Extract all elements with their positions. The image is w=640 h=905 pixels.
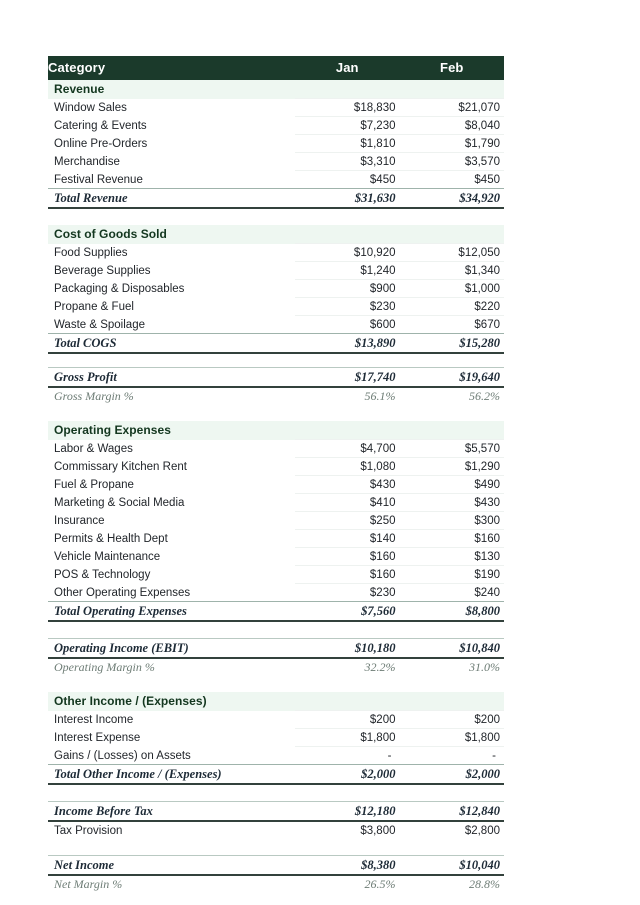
line-item-interest-expense-feb-value: $1,800 (400, 729, 505, 747)
total-row-operating-income (48, 639, 504, 659)
margin-row-operating-margin-feb-value: 31.0% (469, 660, 500, 674)
line-item-insurance-jan-value: $250 (295, 512, 400, 530)
line-item-propane-fuel-jan-value: $230 (295, 298, 400, 316)
spacer-cell (48, 784, 504, 802)
total-row-total-other-income-label: Total Other Income / (Expenses) (48, 765, 295, 785)
line-item-labor-wages-feb-value: $5,570 (400, 440, 505, 458)
total-row-operating-income-label: Operating Income (EBIT) (48, 639, 295, 659)
income-statement-table (48, 56, 504, 893)
total-row-total-other-income-feb-value: $2,000 (400, 765, 505, 785)
column-header-category: Category (48, 60, 106, 75)
total-row-gross-profit (48, 368, 504, 388)
spacer-row (48, 784, 504, 802)
total-row-total-operating-expenses-feb-value: $8,800 (400, 602, 505, 622)
margin-row-operating-margin (48, 658, 504, 676)
section-header-revenue-label: Revenue (48, 80, 504, 99)
total-row-total-operating-expenses-jan-value: $7,560 (295, 602, 400, 622)
line-item-fuel-propane-jan-value: $430 (295, 476, 400, 494)
total-row-net-income-feb-value: $10,040 (400, 856, 505, 876)
line-item-waste-spoilage-feb-value: $670 (400, 316, 505, 334)
margin-row-net-margin (48, 875, 504, 893)
total-row-net-income-jan-value: $8,380 (295, 856, 400, 876)
total-row-total-revenue-jan-value: $31,630 (295, 189, 400, 209)
line-item-tax-provision-label: Tax Provision (54, 824, 123, 837)
line-item-permits-health-dept-jan-value: $140 (295, 530, 400, 548)
spacer-row (48, 405, 504, 421)
line-item-online-pre-orders (48, 135, 504, 153)
line-item-gains-losses-on-assets-label: Gains / (Losses) on Assets (54, 749, 191, 762)
margin-row-net-margin-label: Net Margin % (54, 877, 123, 891)
line-item-insurance-feb-value: $300 (400, 512, 505, 530)
table-body (48, 80, 504, 893)
line-item-festival-revenue-feb-value: $450 (400, 171, 505, 189)
line-item-gains-losses-on-assets-jan-value: - (295, 747, 400, 765)
line-item-interest-expense-label: Interest Expense (54, 731, 141, 744)
line-item-pos-technology-feb-value: $190 (400, 566, 505, 584)
section-header-operating-expenses-label: Operating Expenses (48, 421, 504, 440)
total-row-gross-profit-label: Gross Profit (48, 368, 295, 388)
line-item-other-operating-expenses-feb-value: $240 (400, 584, 505, 602)
line-item-online-pre-orders-label: Online Pre-Orders (54, 137, 148, 150)
total-row-total-operating-expenses (48, 602, 504, 622)
spacer-cell (48, 353, 504, 368)
total-row-income-before-tax (48, 802, 504, 822)
line-item-interest-income (48, 711, 504, 729)
line-item-beverage-supplies-label: Beverage Supplies (54, 264, 151, 277)
line-item-festival-revenue-jan-value: $450 (295, 171, 400, 189)
total-row-net-income-label: Net Income (48, 856, 295, 876)
income-statement-sheet (48, 56, 504, 893)
section-header-other-income (48, 692, 504, 711)
line-item-beverage-supplies-feb-value: $1,340 (400, 262, 505, 280)
line-item-commissary-kitchen-rent-jan-value: $1,080 (295, 458, 400, 476)
spacer-cell (48, 208, 504, 225)
margin-row-net-margin-jan-value: 26.5% (364, 877, 396, 891)
total-row-income-before-tax-jan-value: $12,180 (295, 802, 400, 822)
line-item-marketing-social-media-label: Marketing & Social Media (54, 496, 185, 509)
spacer-cell (48, 839, 504, 856)
line-item-pos-technology (48, 566, 504, 584)
line-item-window-sales-label: Window Sales (54, 101, 127, 114)
line-item-propane-fuel (48, 298, 504, 316)
section-header-cost-of-goods-sold-label: Cost of Goods Sold (48, 225, 504, 244)
section-header-cost-of-goods-sold (48, 225, 504, 244)
total-row-total-revenue (48, 189, 504, 209)
line-item-marketing-social-media-jan-value: $410 (295, 494, 400, 512)
line-item-commissary-kitchen-rent (48, 458, 504, 476)
column-header-feb: Feb (440, 60, 464, 75)
line-item-catering-events-label: Catering & Events (54, 119, 147, 132)
total-row-operating-income-jan-value: $10,180 (295, 639, 400, 659)
line-item-vehicle-maintenance-jan-value: $160 (295, 548, 400, 566)
line-item-merchandise-feb-value: $3,570 (400, 153, 505, 171)
line-item-packaging-disposables-label: Packaging & Disposables (54, 282, 185, 295)
line-item-merchandise-label: Merchandise (54, 155, 120, 168)
line-item-waste-spoilage-jan-value: $600 (295, 316, 400, 334)
spacer-row (48, 208, 504, 225)
line-item-catering-events (48, 117, 504, 135)
line-item-catering-events-feb-value: $8,040 (400, 117, 505, 135)
line-item-festival-revenue-label: Festival Revenue (54, 173, 143, 186)
line-item-packaging-disposables-jan-value: $900 (295, 280, 400, 298)
line-item-online-pre-orders-jan-value: $1,810 (295, 135, 400, 153)
line-item-pos-technology-jan-value: $160 (295, 566, 400, 584)
total-row-income-before-tax-feb-value: $12,840 (400, 802, 505, 822)
spacer-cell (48, 621, 504, 639)
spacer-cell (48, 405, 504, 421)
line-item-gains-losses-on-assets-feb-value: - (400, 747, 505, 765)
line-item-interest-income-label: Interest Income (54, 713, 134, 726)
section-header-operating-expenses (48, 421, 504, 440)
line-item-commissary-kitchen-rent-label: Commissary Kitchen Rent (54, 460, 187, 473)
line-item-window-sales-feb-value: $21,070 (400, 99, 505, 117)
line-item-marketing-social-media-feb-value: $430 (400, 494, 505, 512)
line-item-other-operating-expenses (48, 584, 504, 602)
line-item-waste-spoilage-label: Waste & Spoilage (54, 318, 145, 331)
total-row-total-cogs-feb-value: $15,280 (400, 334, 505, 354)
total-row-operating-income-feb-value: $10,840 (400, 639, 505, 659)
margin-row-operating-margin-label: Operating Margin % (54, 660, 155, 674)
line-item-waste-spoilage (48, 316, 504, 334)
line-item-window-sales-jan-value: $18,830 (295, 99, 400, 117)
line-item-tax-provision-jan-value: $3,800 (295, 821, 400, 839)
section-header-other-income-label: Other Income / (Expenses) (48, 692, 504, 711)
line-item-marketing-social-media (48, 494, 504, 512)
margin-row-net-margin-feb-value: 28.8% (469, 877, 500, 891)
line-item-beverage-supplies (48, 262, 504, 280)
spacer-cell (48, 676, 504, 692)
total-row-total-cogs-jan-value: $13,890 (295, 334, 400, 354)
margin-row-gross-margin (48, 387, 504, 405)
line-item-fuel-propane (48, 476, 504, 494)
line-item-food-supplies-jan-value: $10,920 (295, 244, 400, 262)
margin-row-gross-margin-jan-value: 56.1% (364, 389, 396, 403)
line-item-window-sales (48, 99, 504, 117)
total-row-total-revenue-label: Total Revenue (48, 189, 295, 209)
line-item-festival-revenue (48, 171, 504, 189)
line-item-interest-expense (48, 729, 504, 747)
line-item-insurance (48, 512, 504, 530)
total-row-total-cogs-label: Total COGS (48, 334, 295, 354)
line-item-permits-health-dept-label: Permits & Health Dept (54, 532, 168, 545)
spacer-row (48, 839, 504, 856)
line-item-vehicle-maintenance-label: Vehicle Maintenance (54, 550, 161, 563)
line-item-labor-wages-label: Labor & Wages (54, 442, 133, 455)
total-row-net-income (48, 856, 504, 876)
line-item-food-supplies-label: Food Supplies (54, 246, 128, 259)
line-item-commissary-kitchen-rent-feb-value: $1,290 (400, 458, 505, 476)
total-row-income-before-tax-label: Income Before Tax (48, 802, 295, 822)
line-item-other-operating-expenses-label: Other Operating Expenses (54, 586, 191, 599)
total-row-total-other-income (48, 765, 504, 785)
total-row-gross-profit-jan-value: $17,740 (295, 368, 400, 388)
line-item-packaging-disposables (48, 280, 504, 298)
section-header-revenue (48, 80, 504, 99)
line-item-interest-income-feb-value: $200 (400, 711, 505, 729)
line-item-labor-wages-jan-value: $4,700 (295, 440, 400, 458)
line-item-propane-fuel-label: Propane & Fuel (54, 300, 134, 313)
spacer-row (48, 353, 504, 368)
line-item-merchandise (48, 153, 504, 171)
line-item-merchandise-jan-value: $3,310 (295, 153, 400, 171)
table-header-row (48, 56, 504, 80)
total-row-total-cogs (48, 334, 504, 354)
line-item-tax-provision (48, 821, 504, 839)
line-item-labor-wages (48, 440, 504, 458)
spacer-row (48, 621, 504, 639)
line-item-interest-income-jan-value: $200 (295, 711, 400, 729)
margin-row-gross-margin-label: Gross Margin % (54, 389, 134, 403)
line-item-online-pre-orders-feb-value: $1,790 (400, 135, 505, 153)
spacer-row (48, 676, 504, 692)
line-item-packaging-disposables-feb-value: $1,000 (400, 280, 505, 298)
line-item-food-supplies (48, 244, 504, 262)
line-item-pos-technology-label: POS & Technology (54, 568, 151, 581)
line-item-beverage-supplies-jan-value: $1,240 (295, 262, 400, 280)
line-item-food-supplies-feb-value: $12,050 (400, 244, 505, 262)
line-item-fuel-propane-feb-value: $490 (400, 476, 505, 494)
line-item-propane-fuel-feb-value: $220 (400, 298, 505, 316)
line-item-permits-health-dept-feb-value: $160 (400, 530, 505, 548)
margin-row-operating-margin-jan-value: 32.2% (364, 660, 396, 674)
total-row-gross-profit-feb-value: $19,640 (400, 368, 505, 388)
line-item-insurance-label: Insurance (54, 514, 105, 527)
line-item-vehicle-maintenance-feb-value: $130 (400, 548, 505, 566)
line-item-interest-expense-jan-value: $1,800 (295, 729, 400, 747)
line-item-tax-provision-feb-value: $2,800 (400, 821, 505, 839)
total-row-total-other-income-jan-value: $2,000 (295, 765, 400, 785)
line-item-fuel-propane-label: Fuel & Propane (54, 478, 134, 491)
margin-row-gross-margin-feb-value: 56.2% (469, 389, 500, 403)
line-item-gains-losses-on-assets (48, 747, 504, 765)
line-item-permits-health-dept (48, 530, 504, 548)
line-item-catering-events-jan-value: $7,230 (295, 117, 400, 135)
line-item-vehicle-maintenance (48, 548, 504, 566)
total-row-total-revenue-feb-value: $34,920 (400, 189, 505, 209)
line-item-other-operating-expenses-jan-value: $230 (295, 584, 400, 602)
total-row-total-operating-expenses-label: Total Operating Expenses (48, 602, 295, 622)
column-header-jan: Jan (335, 60, 359, 75)
